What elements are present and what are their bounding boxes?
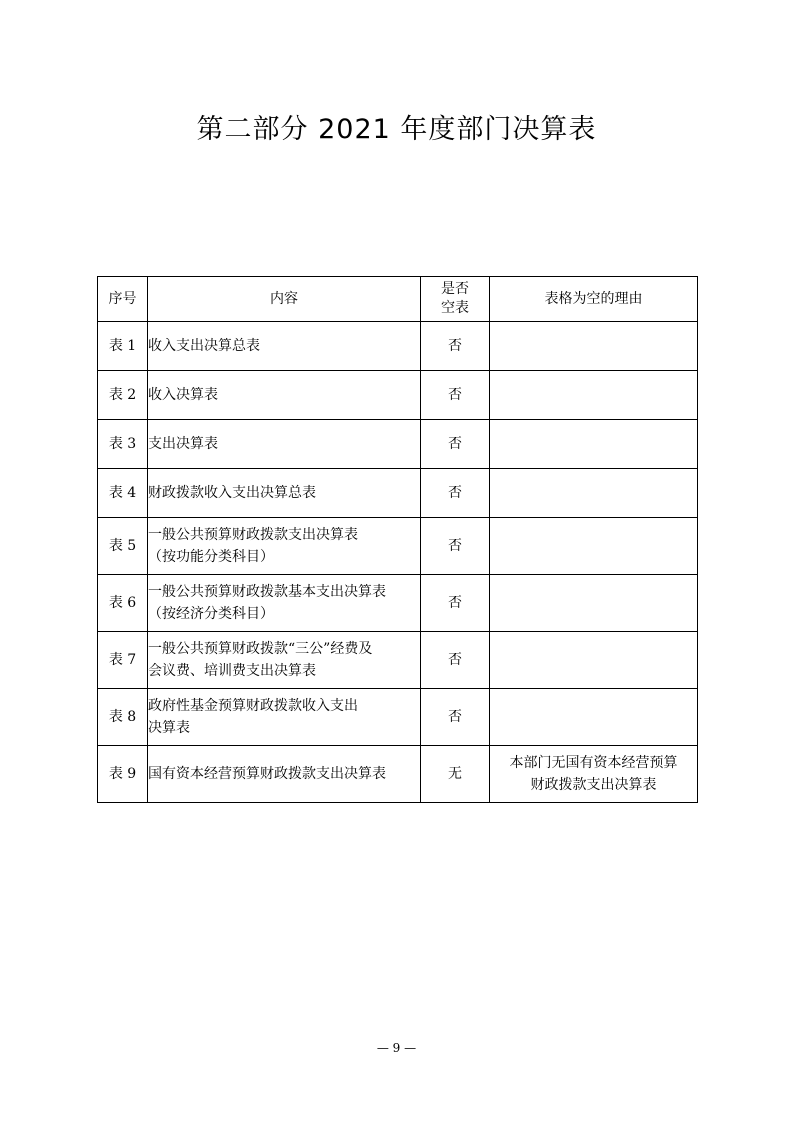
row-number: 表 9 (98, 746, 148, 803)
row-number: 表 7 (98, 632, 148, 689)
row-is-empty: 否 (421, 632, 490, 689)
row-number: 表 3 (98, 420, 148, 469)
table-row (98, 746, 698, 803)
row-reason (490, 518, 698, 575)
row-number: 表 1 (98, 322, 148, 371)
row-content-line: （按经济分类科目） (148, 606, 274, 622)
row-is-empty: 否 (421, 469, 490, 518)
table-row (98, 322, 698, 371)
row-reason (490, 322, 698, 371)
row-is-empty: 否 (421, 575, 490, 632)
table-row (98, 518, 698, 575)
table-header-row (98, 277, 698, 322)
row-content-line: 会议费、培训费支出决算表 (148, 663, 316, 679)
row-content (148, 632, 421, 689)
table-row (98, 371, 698, 420)
row-content-line: （按功能分类科目） (148, 549, 274, 565)
row-number: 表 8 (98, 689, 148, 746)
row-is-empty: 否 (421, 689, 490, 746)
row-content (148, 420, 421, 469)
table-row (98, 632, 698, 689)
page-title: 第二部分 2021 年度部门决算表 (196, 114, 597, 145)
row-number: 表 4 (98, 469, 148, 518)
row-content-line: 收入支出决算总表 (148, 338, 260, 354)
row-is-empty: 否 (421, 420, 490, 469)
row-content (148, 322, 421, 371)
row-number: 表 5 (98, 518, 148, 575)
row-content (148, 469, 421, 518)
row-content (148, 746, 421, 803)
row-content-line: 收入决算表 (148, 387, 218, 403)
row-content (148, 518, 421, 575)
row-reason-line: 本部门无国有资本经营预算 (509, 755, 678, 771)
header-reason: 表格为空的理由 (490, 277, 698, 322)
row-content (148, 689, 421, 746)
row-is-empty: 否 (421, 371, 490, 420)
row-content-line: 支出决算表 (148, 436, 218, 452)
budget-table (97, 276, 698, 803)
row-content (148, 371, 421, 420)
row-content-line: 国有资本经营预算财政拨款支出决算表 (148, 766, 386, 782)
row-is-empty: 无 (421, 746, 490, 803)
table-row (98, 689, 698, 746)
table-row (98, 575, 698, 632)
row-content-line: 财政拨款收入支出决算总表 (148, 485, 316, 501)
header-is-empty (421, 277, 490, 322)
row-reason (490, 371, 698, 420)
row-content-line: 一般公共预算财政拨款“三公”经费及 (148, 641, 373, 657)
row-content-line: 政府性基金预算财政拨款收入支出 (148, 698, 358, 714)
header-is-empty-line2: 空表 (441, 300, 469, 316)
header-is-empty-line1: 是否 (441, 281, 469, 297)
row-is-empty: 否 (421, 322, 490, 371)
table-row (98, 420, 698, 469)
row-content-line: 一般公共预算财政拨款基本支出决算表 (148, 584, 386, 600)
header-content: 内容 (148, 277, 421, 322)
row-content-line: 决算表 (148, 720, 190, 736)
page-number: — 9 — (376, 1041, 417, 1055)
row-reason (490, 689, 698, 746)
row-number: 表 2 (98, 371, 148, 420)
header-no: 序号 (98, 277, 148, 322)
row-is-empty: 否 (421, 518, 490, 575)
row-reason (490, 632, 698, 689)
row-content-line: 一般公共预算财政拨款支出决算表 (148, 527, 358, 543)
row-reason (490, 420, 698, 469)
table-row (98, 469, 698, 518)
row-reason (490, 746, 698, 803)
row-content (148, 575, 421, 632)
row-reason (490, 469, 698, 518)
row-number: 表 6 (98, 575, 148, 632)
row-reason-line: 财政拨款支出决算表 (530, 777, 657, 793)
row-reason (490, 575, 698, 632)
